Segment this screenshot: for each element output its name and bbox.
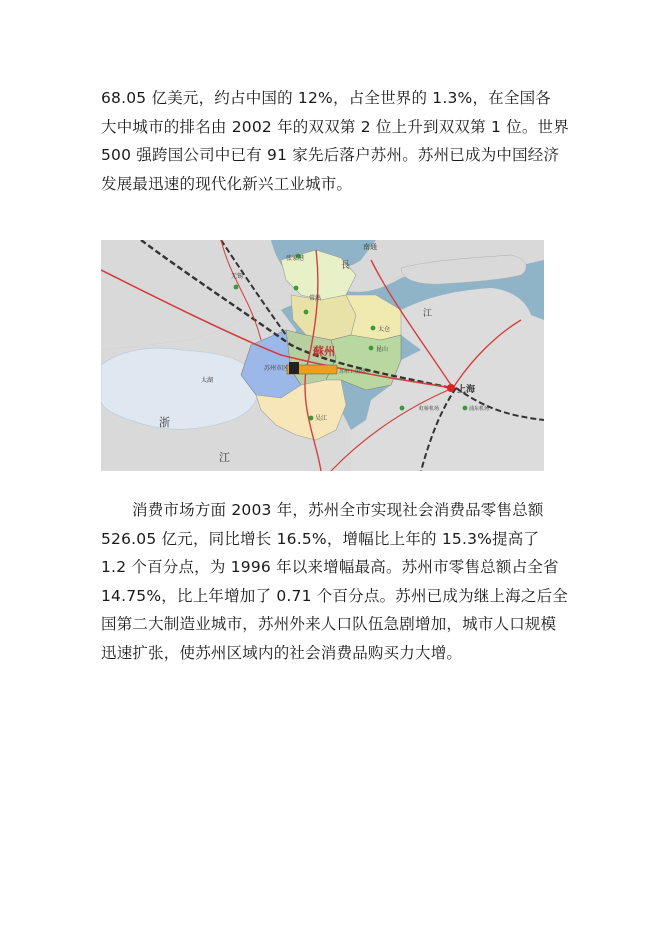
text-line: 消费市场方面 2003 年，苏州全市实现社会消费品零售总额: [132, 501, 544, 519]
shanghai-dot: [447, 384, 455, 392]
nantong-label: 南通: [363, 243, 377, 251]
city-dot: [371, 326, 376, 331]
pudong-label: 浦东机场: [469, 406, 490, 412]
city-dot: [304, 310, 309, 315]
zhangjiagang-label: 张家港: [286, 255, 305, 262]
taihu-label: 太湖: [201, 377, 214, 384]
text-line: 迅速扩张，使苏州区域内的社会消费品购买力大增。: [101, 643, 463, 662]
jiang-label: 江: [219, 451, 230, 464]
text-line: 1.2 个百分点，为 1996 年以来增幅最高。苏州市零售总额占全省: [101, 558, 559, 576]
suzhou-big-label: 蘇州: [313, 345, 335, 358]
taihu-lake: [101, 348, 259, 429]
text-line: 大中城市的排名由 2002 年的双双第 2 位上升到双双第 1 位。世界: [101, 117, 569, 136]
changshu-label: 常熟: [309, 295, 322, 302]
text-line: 14.75%，比上年增加了 0.71 个百分点。苏州已成为继上海之后全: [101, 586, 568, 605]
city-dot: [234, 285, 239, 290]
paragraph-consumption: [101, 496, 568, 667]
city-dot: [369, 346, 374, 351]
hongqiao-label: 虹桥机场: [419, 406, 440, 412]
text-line: 68.05 亿美元，约占中国的 12%，占全世界的 1.3%，在全国各: [101, 89, 551, 107]
wuxi-label: 无锡: [231, 273, 244, 280]
city-dot: [294, 286, 299, 291]
chang-label: 長: [341, 261, 351, 271]
shanghai-label: 上海: [457, 385, 476, 395]
taicang-label: 太仓: [378, 326, 391, 333]
text-line: 500 强跨国公司中已有 91 家先后落户苏州。苏州已成为中国经济: [101, 146, 560, 164]
paragraph-economy: [101, 84, 569, 198]
zhe-label: 浙: [159, 416, 170, 429]
city-dot: [463, 406, 468, 411]
jiang-river-label: 江: [423, 309, 433, 319]
text-line: 发展最迅速的现代化新兴工业城市。: [101, 174, 353, 193]
suzhou-city-label: 苏州市区: [264, 365, 289, 372]
text-line: 526.05 亿元，同比增长 16.5%，增幅比上年的 15.3%提高了: [101, 529, 540, 548]
city-dot: [309, 416, 314, 421]
city-dot: [400, 406, 405, 411]
suzhou-marker: [289, 362, 299, 374]
suzhou-region-map: [101, 240, 544, 471]
kunshan-label: 昆山: [376, 346, 389, 353]
wujiang-label: 吴江: [315, 415, 328, 422]
industrial-park-label: 苏州工业园区: [339, 369, 370, 375]
text-line: 国第二大制造业城市，苏州外来人口队伍急剧增加，城市人口规模: [101, 615, 557, 633]
